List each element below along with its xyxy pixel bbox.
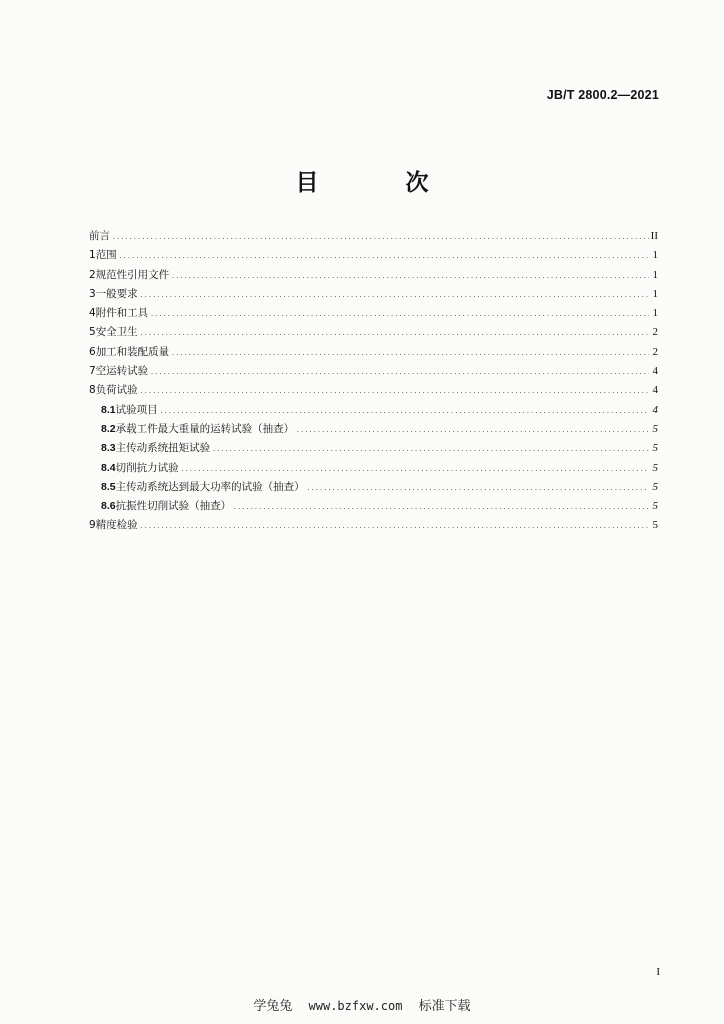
toc-entry-page: 4 — [652, 403, 658, 416]
leader-dots — [112, 228, 649, 247]
toc-entry-label: 主传动系统扭矩试验 — [115, 442, 211, 455]
toc-entry-page: 2 — [652, 326, 658, 339]
toc-entry-number: 8 — [89, 384, 96, 397]
toc-entry-label: 一般要求 — [95, 287, 138, 300]
toc-entry-page: 5 — [652, 480, 658, 493]
toc-entry-8-1[interactable] — [89, 401, 658, 420]
leader-dots — [150, 305, 649, 324]
toc-entry-8[interactable] — [89, 381, 658, 400]
table-of-contents — [89, 227, 658, 536]
watermark-site-name: 学兔兔 — [253, 999, 293, 1014]
toc-entry-8-3[interactable] — [89, 439, 658, 458]
toc-entry-label: 切削抗力试验 — [115, 461, 179, 474]
toc-entry-number: 6 — [89, 345, 96, 358]
toc-entry-8-6[interactable] — [89, 497, 658, 516]
toc-entry-number: 8.2 — [101, 422, 116, 435]
leader-dots — [160, 402, 649, 421]
toc-entry-number: 1 — [89, 249, 96, 262]
toc-entry-number: 8.3 — [101, 442, 116, 455]
toc-entry-number: 7 — [89, 365, 96, 378]
page-number: I — [656, 966, 660, 978]
toc-entry-label: 规范性引用文件 — [95, 268, 170, 281]
toc-entry-page: 5 — [652, 422, 658, 435]
leader-dots — [140, 382, 649, 401]
page-title: 目 次 — [295, 170, 461, 196]
toc-entry-page: 1 — [652, 287, 658, 300]
toc-entry-3[interactable] — [89, 285, 658, 304]
toc-entry-8-2[interactable] — [89, 420, 658, 439]
toc-entry-page: 5 — [652, 442, 658, 455]
leader-dots — [171, 267, 649, 286]
toc-entry-label: 安全卫生 — [95, 326, 138, 339]
toc-entry-label: 前言 — [89, 230, 110, 242]
toc-entry-number: 8.1 — [101, 403, 116, 416]
toc-entry-page: 1 — [652, 307, 658, 320]
toc-entry-page: 1 — [652, 249, 658, 262]
toc-entry-label: 承载工件最大重量的运转试验（抽查） — [115, 422, 295, 435]
toc-entry-number: 5 — [89, 326, 96, 339]
toc-entry-label: 负荷试验 — [95, 384, 138, 397]
toc-entry-label: 试验项目 — [115, 403, 158, 416]
toc-entry-number: 8.5 — [101, 480, 116, 493]
toc-entry-5[interactable] — [89, 323, 658, 342]
toc-entry-2[interactable] — [89, 266, 658, 285]
leader-dots — [150, 363, 649, 382]
leader-dots — [181, 460, 649, 479]
toc-entry-label: 空运转试验 — [95, 365, 149, 378]
watermark-tagline: 标准下载 — [418, 999, 471, 1014]
toc-entry-number: 4 — [89, 307, 96, 320]
toc-entry-page: 5 — [652, 500, 658, 513]
toc-entry-page: 4 — [652, 384, 658, 397]
toc-entry-label: 附件和工具 — [95, 307, 149, 320]
toc-entry-page: 5 — [652, 461, 658, 474]
toc-entry-7[interactable] — [89, 362, 658, 381]
leader-dots — [119, 247, 649, 266]
toc-entry-label: 主传动系统达到最大功率的试验（抽查） — [115, 480, 305, 493]
leader-dots — [140, 517, 649, 536]
leader-dots — [171, 344, 649, 363]
toc-entry-page: 5 — [652, 519, 658, 532]
leader-dots — [233, 498, 649, 517]
toc-entry-label: 抗振性切削试验（抽查） — [115, 500, 232, 513]
toc-entry-number: 8.6 — [101, 500, 116, 513]
toc-entry-number: 9 — [89, 519, 96, 532]
toc-entry-label: 范围 — [95, 249, 117, 262]
watermark-url: www.bzfxw.com — [308, 999, 403, 1013]
toc-entry-page: 2 — [652, 345, 658, 358]
toc-entry-9[interactable] — [89, 516, 658, 535]
toc-entry-number: 3 — [89, 287, 96, 300]
leader-dots — [296, 421, 649, 440]
toc-entry-1[interactable] — [89, 246, 658, 265]
leader-dots — [140, 324, 649, 343]
toc-entry-foreword[interactable] — [89, 227, 658, 246]
toc-entry-8-4[interactable] — [89, 459, 658, 478]
toc-entry-number: 8.4 — [101, 461, 116, 474]
toc-entry-label: 加工和装配质量 — [95, 345, 170, 358]
leader-dots — [212, 440, 649, 459]
toc-entry-page: 1 — [652, 268, 658, 281]
leader-dots — [307, 479, 649, 498]
toc-entry-page: 4 — [652, 365, 658, 378]
toc-entry-label: 精度检验 — [95, 519, 138, 532]
standard-code: JB/T 2800.2—2021 — [546, 88, 659, 102]
toc-entry-page: II — [650, 230, 658, 242]
toc-entry-4[interactable] — [89, 304, 658, 323]
toc-entry-8-5[interactable] — [89, 478, 658, 497]
toc-entry-6[interactable] — [89, 343, 658, 362]
leader-dots — [140, 286, 649, 305]
toc-entry-number: 2 — [89, 268, 96, 281]
download-watermark — [0, 995, 724, 1014]
